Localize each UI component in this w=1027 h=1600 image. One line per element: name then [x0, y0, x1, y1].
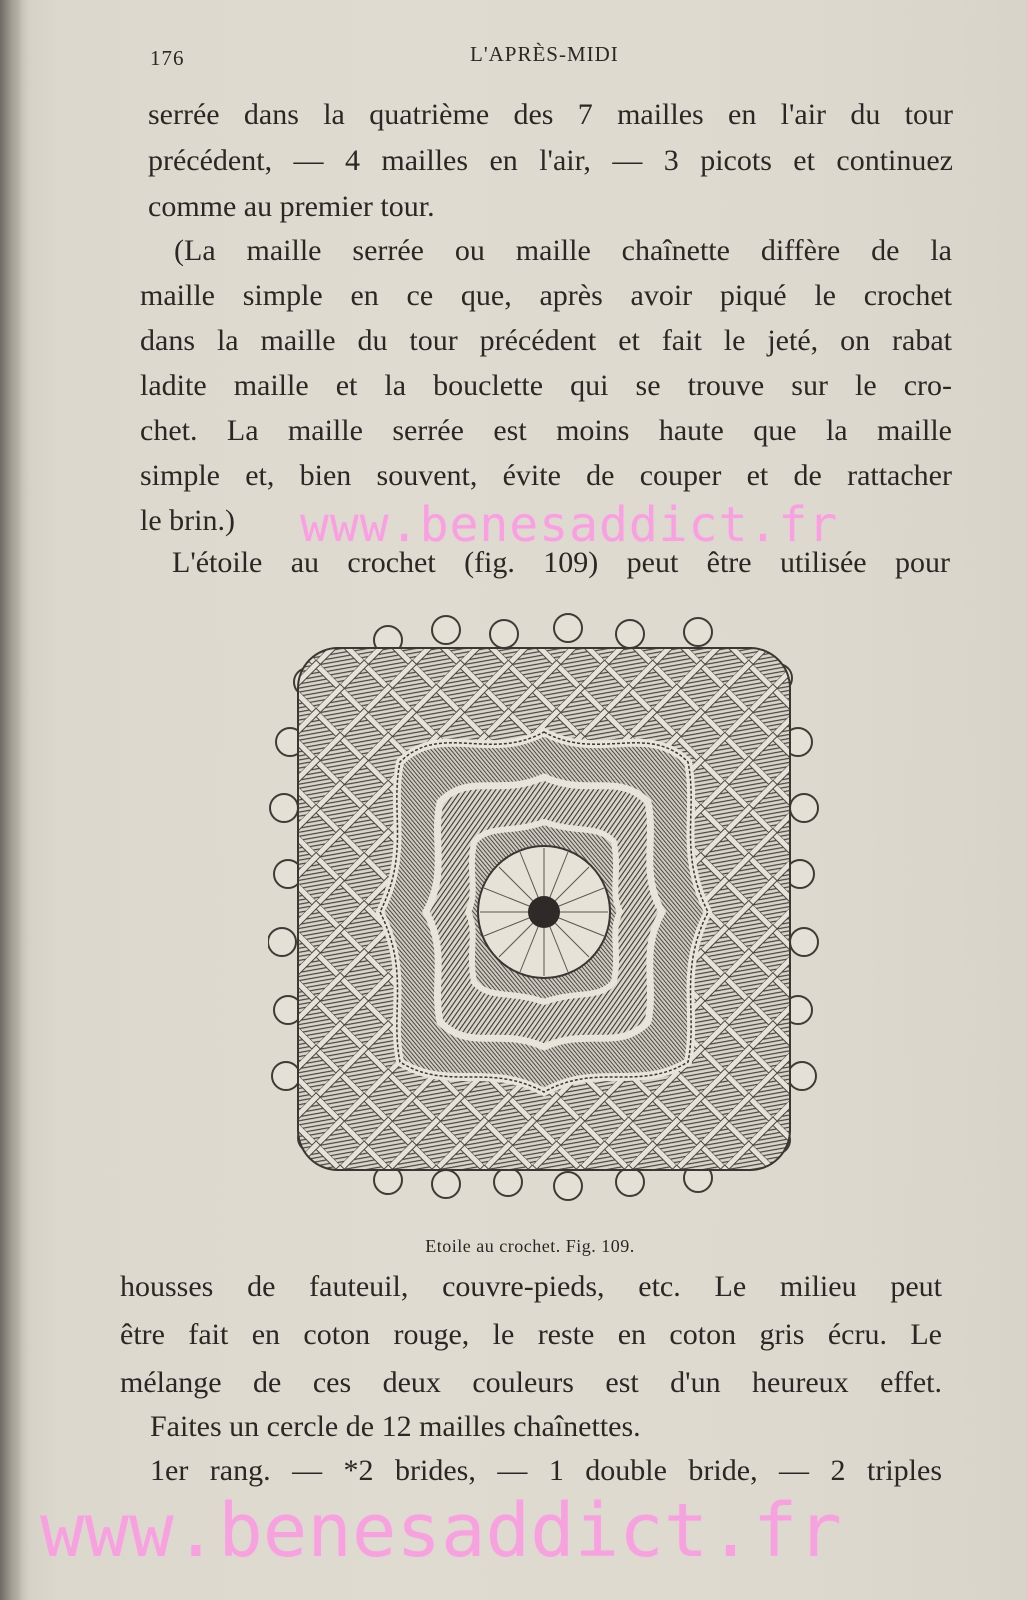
text-line: (La maille serrée ou maille chaînette diffère de la [174, 234, 952, 267]
text-line: L'étoile au crochet (fig. 109) peut être utilisée pour [172, 546, 950, 579]
text-line: simple et, bien souvent, évite de couper et de rattacher [140, 459, 952, 492]
page-header [150, 42, 960, 76]
paragraph-bottom [120, 1272, 942, 1502]
paragraph-intro [172, 548, 950, 588]
crochet-star-illustration [268, 612, 820, 1204]
page-binding-edge [0, 0, 22, 1600]
watermark-bottom: www.benesaddict.fr [40, 1488, 842, 1574]
text-line: le brin.) [140, 504, 235, 537]
text-line: housses de fauteuil, couvre-pieds, etc. Le milieu peut [120, 1270, 942, 1303]
text-line: précédent, — 4 mailles en l'air, — 3 picots et continuez [148, 144, 953, 177]
watermark-top: www.benesaddict.fr [300, 497, 839, 553]
text-line: être fait en coton rouge, le reste en coton gris écru. Le [120, 1318, 942, 1351]
text-line: mélange de ces deux couleurs est d'un heureux effet. [120, 1366, 942, 1399]
paragraph-parenthetical [140, 236, 952, 536]
text-line: comme au premier tour. [148, 190, 435, 223]
text-line: serrée dans la quatrième des 7 mailles en l'air du tour [148, 98, 953, 131]
figure-caption: Etoile au crochet. Fig. 109. [425, 1236, 635, 1256]
text-line: dans la maille du tour précédent et fait le jeté, on rabat [140, 324, 952, 357]
text-line: chet. La maille serrée est moins haute que la maille [140, 414, 952, 447]
text-line: Faites un cercle de 12 mailles chaînettes. [150, 1410, 641, 1443]
text-line: 1er rang. — *2 brides, — 1 double bride, — 2 triples [150, 1454, 942, 1487]
page-number: 176 [150, 46, 185, 70]
running-head: L'APRÈS-MIDI [470, 42, 619, 66]
paragraph-continuation [148, 100, 953, 230]
text-line: ladite maille et la bouclette qui se trouve sur le cro- [140, 369, 952, 402]
text-line: maille simple en ce que, après avoir piqué le crochet [140, 279, 952, 312]
